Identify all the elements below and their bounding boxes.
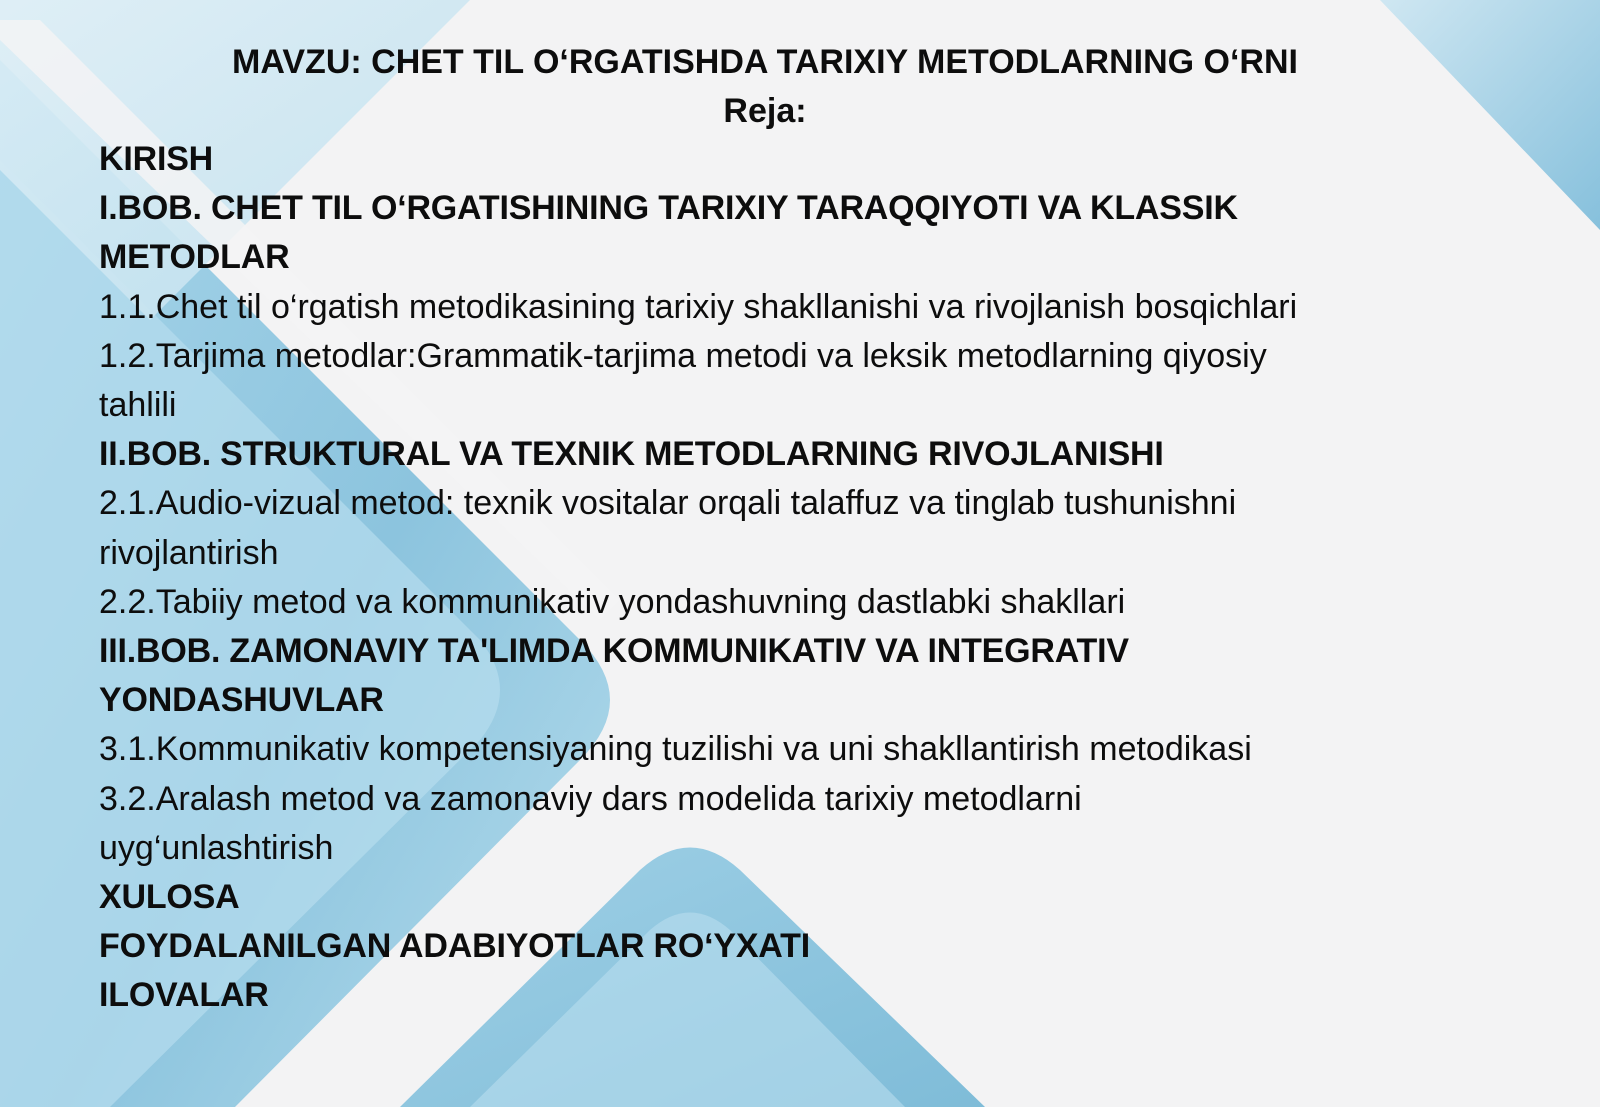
plan-line: 1.2.Tarjima metodlar:Grammatik-tarjima metodi va leksik metodlarning qiyosiy [99, 336, 1267, 375]
plan-line: XULOSA [99, 878, 240, 917]
plan-line: ILOVALAR [99, 976, 269, 1015]
plan-line: METODLAR [99, 238, 290, 277]
plan-line: 2.1.Audio-vizual metod: texnik vositalar orqali talaffuz va tinglab tushunishni [99, 484, 1237, 523]
plan-line: II.BOB. STRUKTURAL VA TEXNIK METODLARNING RIVOJLANISHI [99, 435, 1164, 474]
plan-line: FOYDALANILGAN ADABIYOTLAR RO‘YXATI [99, 927, 810, 966]
plan-line: KIRISH [99, 140, 214, 178]
plan-line: I.BOB. CHET TIL O‘RGATISHINING TARIXIY TARAQQIYOTI VA KLASSIK [99, 189, 1238, 228]
plan-line: uyg‘unlashtirish [99, 828, 334, 867]
plan-list [99, 135, 1539, 1021]
plan-heading: Reja: [723, 92, 807, 130]
plan-line: YONDASHUVLAR [99, 681, 384, 720]
topic-title: MAVZU: CHET TIL O‘RGATISHDA TARIXIY METODLARNING O‘RNI [232, 43, 1298, 81]
plan-line: III.BOB. ZAMONAVIY TA'LIMDA KOMMUNIKATIV VA INTEGRATIV [99, 632, 1129, 671]
plan-line: 2.2.Tabiiy metod va kommunikativ yondashuvning dastlabki shakllari [99, 582, 1126, 621]
plan-line: rivojlantirish [99, 533, 279, 572]
plan-line: tahlili [99, 386, 177, 425]
plan-line: 3.2.Aralash metod va zamonaviy dars modelida tarixiy metodlarni [99, 779, 1082, 818]
plan-line: 1.1.Chet til o‘rgatish metodikasining tarixiy shakllanishi va rivojlanish bosqichlari [99, 287, 1298, 326]
plan-line: 3.1.Kommunikativ kompetensiyaning tuzilishi va uni shakllantirish metodikasi [99, 730, 1252, 769]
